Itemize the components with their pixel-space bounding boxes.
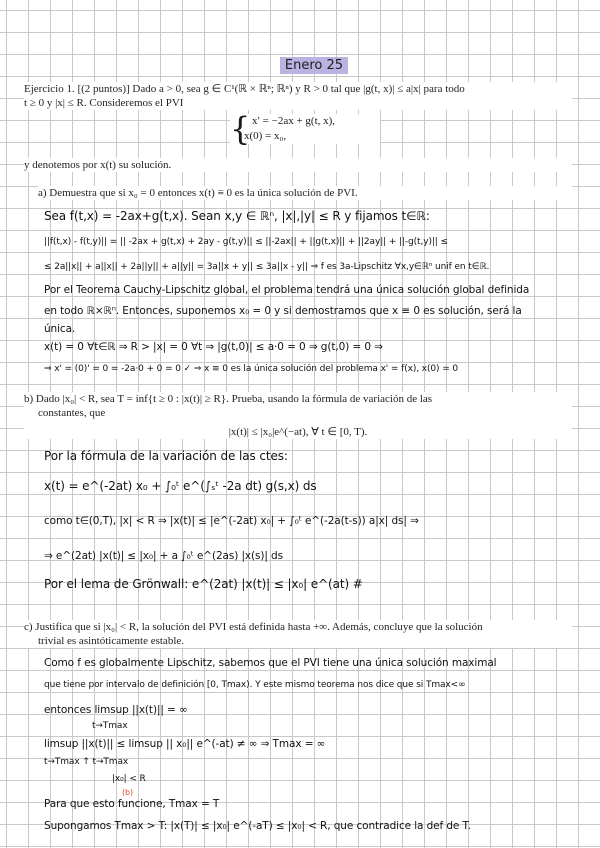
system-equation: x′ = −2ax + g(t, x), — [252, 115, 336, 127]
statement-closing — [24, 158, 572, 172]
part-a-answer-line: ≤ 2a||x|| + a||x|| + 2a||y|| + a||y|| = 3a||x + y|| ≤ 3a||x - y|| ⇒ f es 3a-Lipschitz ∀x,y∈ℝⁿ unif en t∈ℝ. — [44, 262, 490, 272]
part-b-answer-line: Por la fórmula de la variación de las ctes: — [44, 449, 288, 463]
part-c-answer-line: Como f es globalmente Lipschitz, sabemos que el PVI tiene una única solución maximal — [44, 657, 497, 669]
exercise-statement — [24, 82, 572, 110]
part-c-answer-sub: t→Tmax — [92, 721, 128, 731]
part-c-answer-line: Para que esto funcione, Tmax = T — [44, 798, 220, 810]
system-initial-condition: x(0) = x₀, — [244, 130, 287, 142]
part-a-answer-line: ⇒ x' = (0)' = 0 = -2a·0 + 0 = 0 ✓ ⇒ x ≡ 0 es la única solución del problema x' = f(x), x(0) = 0 — [44, 364, 459, 374]
part-a-answer-line: en todo ℝ×ℝⁿ. Entonces, suponemos x₀ = 0 y si demostramos que x ≡ 0 es solución, será la — [44, 305, 522, 317]
part-c-answer-line: Supongamos Tmax > T: |x(T)| ≤ |x₀| e^(-aT) ≤ |x₀| < R, que contradice la def de T. — [44, 820, 471, 832]
page-title: Enero 25 — [280, 57, 348, 74]
pvi-system — [230, 110, 380, 148]
part-a-answer-line: Por el Teorema Cauchy-Lipschitz global, el problema tendrá una única solución global definida — [44, 284, 530, 296]
statement-line: y denotemos por x(t) su solución. — [24, 159, 172, 171]
statement-line: t ≥ 0 y |x| ≤ R. Consideremos el PVI — [24, 97, 184, 109]
statement-formula: |x(t)| ≤ |x₀|e^(−at), ∀ t ∈ [0, T). — [228, 426, 368, 438]
statement-line: trivial es asintóticamente estable. — [38, 635, 185, 647]
statement-line: Ejercicio 1. [(2 puntos)] Dado a > 0, sea g ∈ C¹(ℝ × ℝⁿ; ℝⁿ) y R > 0 tal que |g(t, x)| ≤ a|x| para todo — [24, 83, 465, 95]
part-b-answer-line: ⇒ e^(2at) |x(t)| ≤ |x₀| + a ∫₀ᵗ e^(2as) |x(s)| ds — [44, 550, 283, 562]
part-b-answer-line: x(t) = e^(-2at) x₀ + ∫₀ᵗ e^(∫ₛᵗ -2a dt) g(s,x) ds — [44, 479, 317, 493]
statement-line: constantes, que — [38, 407, 106, 419]
part-c-answer-line: limsup ||x(t)|| ≤ limsup || x₀|| e^(-at) ≠ ∞ ⇒ Tmax = ∞ — [44, 738, 326, 750]
statement-line: b) Dado |x₀| < R, sea T = ínf{t ≥ 0 : |x(t)| ≥ R}. Prueba, usando la fórmula de variación de las — [24, 393, 433, 405]
part-a-statement — [38, 186, 572, 200]
brace-symbol: { — [230, 110, 251, 148]
part-a-answer-line: x(t) = 0 ∀t∈ℝ ⇒ R > |x| = 0 ∀t ⇒ |g(t,0)| ≤ a·0 = 0 ⇒ g(t,0) = 0 ⇒ — [44, 341, 383, 353]
part-a-answer-line: Sea f(t,x) = -2ax+g(t,x). Sean x,y ∈ ℝⁿ, |x|,|y| ≤ R y fijamos t∈ℝ: — [44, 209, 430, 223]
part-a-answer-line: única. — [44, 323, 76, 335]
part-b-answer-line: como t∈(0,T), |x| < R ⇒ |x(t)| ≤ |e^(-2at) x₀| + ∫₀ᵗ e^(-2a(t-s)) a|x| ds| ⇒ — [44, 515, 419, 527]
part-c-reference-note: (b) — [122, 788, 134, 797]
part-c-answer-sub: |x₀| < R — [112, 774, 146, 784]
statement-line: c) Justifica que si |x₀| < R, la solución del PVI está definida hasta +∞. Además, concluye que la solución — [24, 621, 483, 633]
part-c-answer-line: que tiene por intervalo de definición [0, Tmax). Y este mismo teorema nos dice que si Tmax<∞ — [44, 680, 466, 690]
part-b-statement — [24, 392, 572, 439]
part-c-statement — [24, 620, 572, 648]
part-c-answer-sub: t→Tmax ↑ t→Tmax — [44, 757, 129, 767]
part-a-answer-line: ||f(t,x) - f(t,y)|| = || -2ax + g(t,x) + 2ay - g(t,y)|| ≤ ||-2ax|| + ||g(t,x)|| + ||2ay|| + ||-g(t,y)|| ≤ — [44, 237, 448, 247]
part-b-answer-line: Por el lema de Grönwall: e^(2at) |x(t)| ≤ |x₀| e^(at) # — [44, 577, 363, 591]
statement-line: a) Demuestra que si x₀ = 0 entonces x(t) ≡ 0 es la única solución de PVI. — [38, 187, 358, 199]
part-c-answer-line: entonces limsup ||x(t)|| = ∞ — [44, 704, 188, 716]
